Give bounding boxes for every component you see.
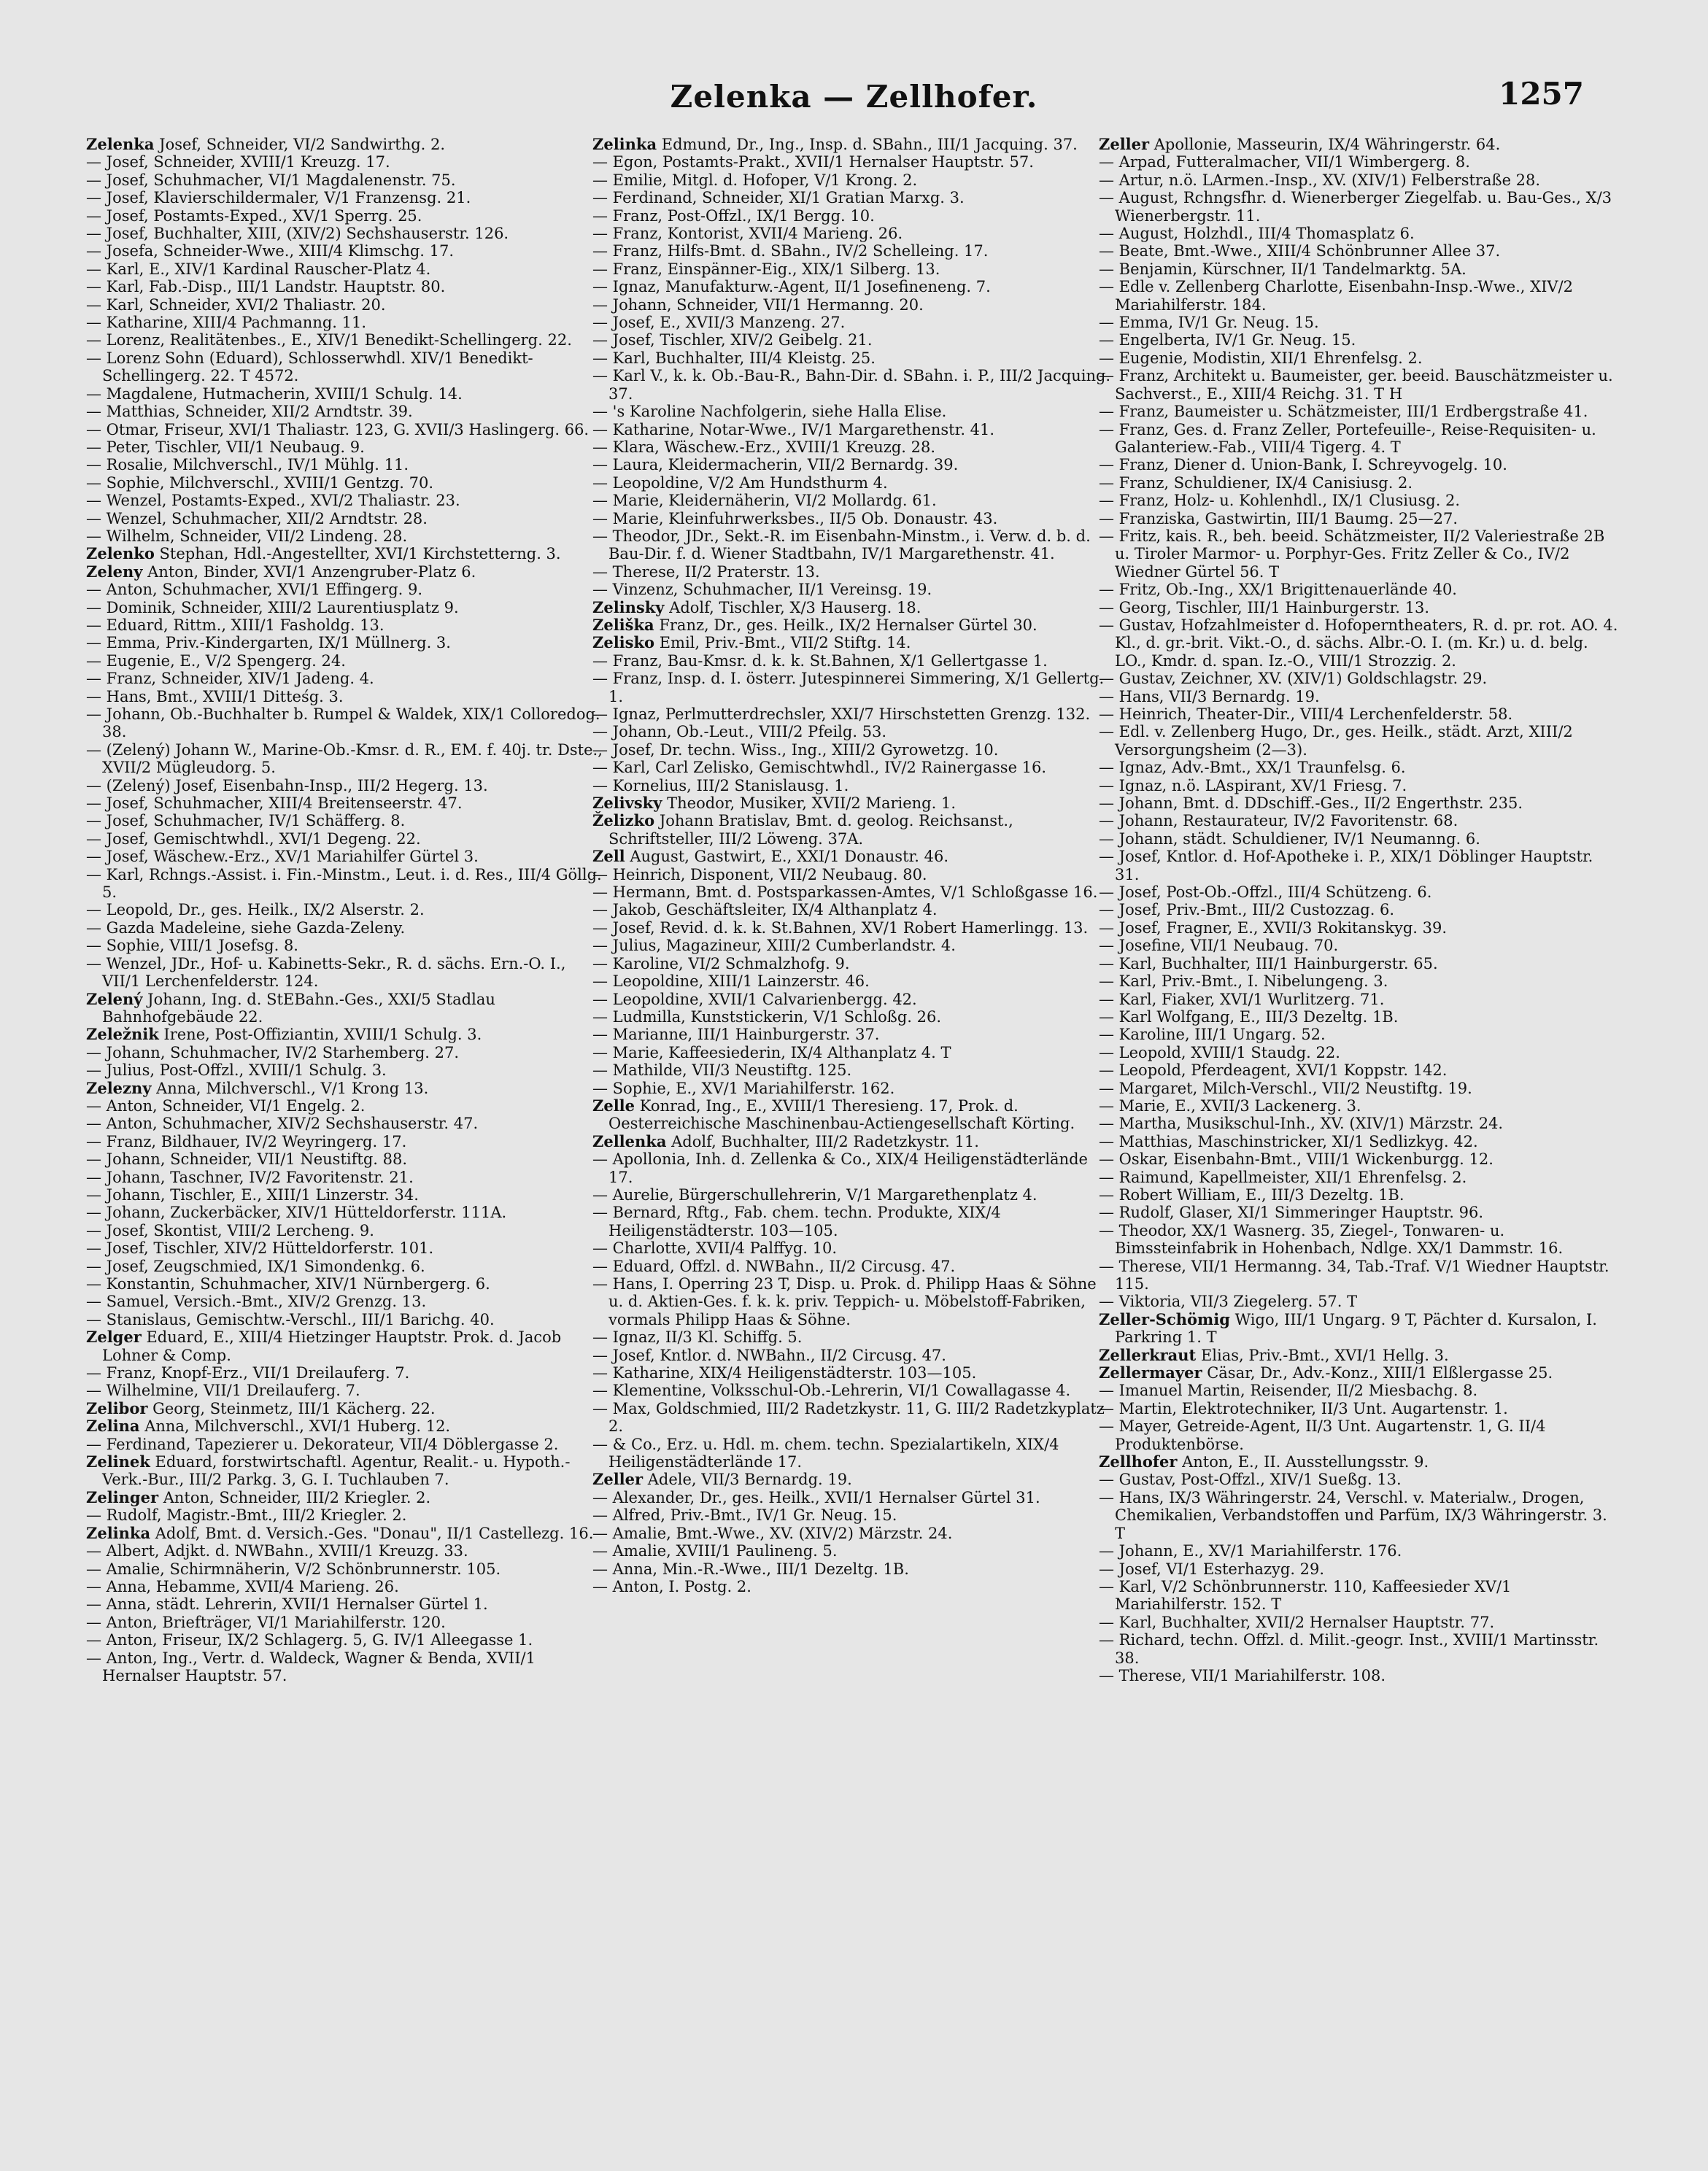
directory-entry: — Ignaz, Perlmutterdrechsler, XXI/7 Hirschstetten Grenzg. 132. (592, 705, 1091, 723)
directory-entry: — Gustav, Hofzahlmeister d. Hofoperntheaters, R. d. pr. rot. AO. 4. Kl., d. gr.-brit. Vikt.-O., d. sächs. Albr.-O. I. (m. Kr.) u. d. belg. LO., Kmdr. d. span. Iz.-O., VIII/1 Strozzig. 2. (1099, 616, 1618, 670)
directory-entry: — Oskar, Eisenbahn-Bmt., VIII/1 Wickenburgg. 12. (1099, 1150, 1493, 1169)
directory-entry: — Ignaz, Adv.-Bmt., XX/1 Traunfelsg. 6. (1099, 759, 1406, 777)
directory-entry: — Sophie, VIII/1 Josefsg. 8. (86, 937, 298, 955)
directory-entry: Zellhofer Anton, E., II. Ausstellungsstr. 9. (1099, 1452, 1429, 1471)
directory-entry: — Mathilde, VII/3 Neustiftg. 125. (592, 1061, 852, 1080)
directory-entry: — Benjamin, Kürschner, II/1 Tandelmarktg. 5A. (1099, 260, 1467, 278)
directory-entry: — Josef, Kntlor. d. NWBahn., II/2 Circusg. 47. (592, 1346, 946, 1364)
directory-entry: Zelina Anna, Milchverschl., XVI/1 Huberg. 12. (86, 1417, 451, 1436)
directory-entry: Zelibor Georg, Steinmetz, III/1 Kächerg. 22. (86, 1398, 436, 1417)
directory-entry: — Johann, Zuckerbäcker, XIV/1 Hütteldorferstr. 111A. (86, 1204, 507, 1222)
directory-entry: — Eugenie, E., V/2 Spengerg. 24. (86, 651, 346, 670)
directory-entry: — Robert William, E., III/3 Dezeltg. 1B. (1099, 1185, 1404, 1204)
directory-entry: — Egon, Postamts-Prakt., XVII/1 Hernalser Hauptstr. 57. (592, 153, 1034, 171)
directory-entry: — Laura, Kleidermacherin, VII/2 Bernardg. 39. (592, 456, 959, 474)
directory-entry: Zellerkraut Elias, Priv.-Bmt., XVI/1 Hellg. 3. (1099, 1345, 1449, 1364)
column-left (86, 136, 606, 1684)
directory-entry: — Therese, VII/1 Mariahilferstr. 108. (1099, 1666, 1386, 1684)
directory-entry: — Richard, techn. Offzl. d. Milit.-geogr. Inst., XVIII/1 Martinsstr. 38. (1099, 1631, 1599, 1667)
directory-entry: — Karoline, VI/2 Schmalzhofg. 9. (592, 954, 850, 972)
directory-entry: Zell August, Gastwirt, E., XXI/1 Donaustr. 46. (592, 847, 948, 866)
directory-entry: — Josef, Post-Ob.-Offzl., III/4 Schützeng. 6. (1099, 883, 1432, 902)
directory-entry: — Josef, Schuhmacher, XIII/4 Breitenseerstr. 47. (86, 794, 463, 813)
directory-entry: — Hans, IX/3 Währingerstr. 24, Verschl. v. Materialw., Drogen, Chemikalien, Verbandstoffen und Parfüm, IX/3 Währingerstr. 3. T (1099, 1488, 1607, 1542)
directory-entry: — Alexander, Dr., ges. Heilk., XVII/1 Hernalser Gürtel 31. (592, 1488, 1040, 1506)
directory-entry: — Josef, Revid. d. k. k. St.Bahnen, XV/1 Robert Hamerlingg. 13. (592, 918, 1089, 937)
directory-entry: — Johann, Tischler, E., XIII/1 Linzerstr. 34. (86, 1185, 419, 1204)
directory-entry: — Josef, VI/1 Esterhazyg. 29. (1099, 1560, 1325, 1578)
directory-entry: — Anton, Briefträger, VI/1 Mariahilferstr. 120. (86, 1613, 446, 1631)
directory-entry: — Rosalie, Milchverschl., IV/1 Mühlg. 11. (86, 456, 409, 474)
directory-entry: — Josef, Buchhalter, XIII, (XIV/2) Sechshauserstr. 126. (86, 225, 509, 243)
directory-entry: — Karoline, III/1 Ungarg. 52. (1099, 1026, 1326, 1044)
directory-entry: — Hans, Bmt., XVIII/1 Ditteśg. 3. (86, 687, 344, 705)
directory-entry: — Heinrich, Theater-Dir., VIII/4 Lerchenfelderstr. 58. (1099, 705, 1513, 723)
directory-entry: — Marie, Kleidernäherin, VI/2 Mollardg. 61. (592, 492, 937, 510)
directory-entry: — Josef, Klavierschildermaler, V/1 Franzensg. 21. (86, 189, 471, 207)
directory-entry: — Franz, Baumeister u. Schätzmeister, III/1 Erdbergstraße 41. (1099, 403, 1588, 421)
directory-entry: — Katharine, XIII/4 Pachmanng. 11. (86, 314, 367, 332)
directory-entry: Zeller-Schömig Wigo, III/1 Ungarg. 9 T, Pächter d. Kursalon, I. Parkring 1. T (1099, 1309, 1597, 1347)
directory-entry: — Anton, Schuhmacher, XIV/2 Sechshauserstr. 47. (86, 1115, 479, 1133)
directory-entry: — Samuel, Versich.-Bmt., XIV/2 Grenzg. 13. (86, 1293, 427, 1311)
directory-entry: — Ignaz, n.ö. LAspirant, XV/1 Friesg. 7. (1099, 776, 1407, 794)
directory-entry: — Karl V., k. k. Ob.-Bau-R., Bahn-Dir. d. SBahn. i. P., III/2 Jacquing. 37. (592, 367, 1111, 403)
directory-entry: — Hermann, Bmt. d. Postsparkassen-Amtes, V/1 Schloßgasse 16. (592, 883, 1098, 902)
directory-entry: — Franz, Kontorist, XVII/4 Marieng. 26. (592, 225, 903, 243)
directory-entry: — Klara, Wäschew.-Erz., XVIII/1 Kreuzg. 28. (592, 438, 936, 456)
directory-entry: — Alfred, Priv.-Bmt., IV/1 Gr. Neug. 15. (592, 1506, 897, 1525)
directory-entry: — Johann, städt. Schuldiener, IV/1 Neumanng. 6. (1099, 829, 1480, 848)
directory-entry: — Johann, Bmt. d. DDschiff.-Ges., II/2 Engerthstr. 235. (1099, 794, 1523, 813)
directory-entry: — Albert, Adjkt. d. NWBahn., XVIII/1 Kreuzg. 33. (86, 1542, 468, 1560)
directory-entry: — Bernard, Rftg., Fab. chem. techn. Produkte, XIX/4 Heiligenstädterstr. 103—105. (592, 1204, 1001, 1239)
directory-entry: — Amalie, Schirmnäherin, V/2 Schönbrunnerstr. 105. (86, 1560, 501, 1578)
directory-entry: — Sophie, E., XV/1 Mariahilferstr. 162. (592, 1079, 895, 1097)
directory-entry: — Emma, Priv.-Kindergarten, IX/1 Müllnerg. 3. (86, 634, 451, 652)
directory-entry: — Artur, n.ö. LArmen.-Insp., XV. (XIV/1) Felberstraße 28. (1099, 171, 1541, 189)
directory-entry: — Kornelius, III/2 Stanislausg. 1. (592, 776, 849, 794)
directory-entry: Zeležnik Irene, Post-Offiziantin, XVIII/1 Schulg. 3. (86, 1025, 482, 1044)
directory-entry: — Josef, Dr. techn. Wiss., Ing., XIII/2 Gyrowetzg. 10. (592, 740, 999, 759)
directory-entry: Zeliška Franz, Dr., ges. Heilk., IX/2 Hernalser Gürtel 30. (592, 615, 1037, 634)
directory-entry: Zelezny Anna, Milchverschl., V/1 Krong 13. (86, 1078, 429, 1097)
directory-entry: — Mayer, Getreide-Agent, II/3 Unt. Augartenstr. 1, G. II/4 Produktenbörse. (1099, 1417, 1546, 1453)
directory-entry: — Gazda Madeleine, siehe Gazda-Zeleny. (86, 918, 406, 937)
directory-entry: — Theodor, XX/1 Wasnerg. 35, Ziegel-, Tonwaren- u. Bimssteinfabrik in Hohenbach, Ndlge. XX/1 Dammstr. 16. (1099, 1221, 1564, 1258)
column-right (1099, 136, 1618, 1684)
directory-entry: — Amalie, XVIII/1 Paulineng. 5. (592, 1542, 838, 1560)
directory-entry: — Wilhelmine, VII/1 Dreilauferg. 7. (86, 1382, 360, 1400)
directory-entry: — Karl, Buchhalter, XVII/2 Hernalser Hauptstr. 77. (1099, 1613, 1495, 1631)
directory-entry: — Hans, VII/3 Bernardg. 19. (1099, 687, 1320, 705)
directory-entry: — Emilie, Mitgl. d. Hofoper, V/1 Krong. 2. (592, 171, 918, 189)
directory-entry: — Eduard, Rittm., XIII/1 Fasholdg. 13. (86, 616, 385, 634)
directory-entry: — Max, Goldschmied, III/2 Radetzkystr. 11, G. III/2 Radetzkyplatz 2. (592, 1399, 1105, 1436)
directory-entry: — Johann, Ob.-Buchhalter b. Rumpel & Waldek, XIX/1 Colloredog. 38. (86, 705, 600, 741)
directory-entry: — Franz, Holz- u. Kohlenhdl., IX/1 Clusiusg. 2. (1099, 492, 1461, 510)
directory-entry: — Amalie, Bmt.-Wwe., XV. (XIV/2) Märzstr. 24. (592, 1524, 953, 1542)
directory-entry: — Marie, E., XVII/3 Lackenerg. 3. (1099, 1096, 1361, 1115)
directory-entry: — Leopoldine, XIII/1 Lainzerstr. 46. (592, 972, 870, 991)
directory-entry: Zelivsky Theodor, Musiker, XVII/2 Marieng. 1. (592, 794, 957, 813)
directory-entry: — Josef, Tischler, XIV/2 Geibelg. 21. (592, 331, 873, 349)
directory-entry: — Arpad, Futteralmacher, VII/1 Wimbergerg. 8. (1099, 153, 1470, 171)
directory-entry: — Franz, Insp. d. I. österr. Jutespinnerei Simmering, X/1 Gellertg. 1. (592, 670, 1105, 705)
directory-entry: — Therese, VII/1 Hermanng. 34, Tab.-Traf. V/1 Wiedner Hauptstr. 115. (1099, 1257, 1610, 1293)
directory-entry: — Katharine, Notar-Wwe., IV/1 Margarethenstr. 41. (592, 420, 995, 438)
directory-entry: — (Zelený) Josef, Eisenbahn-Insp., III/2 Hegerg. 13. (86, 776, 488, 794)
directory-entry: — Imanuel Martin, Reisender, II/2 Miesbachg. 8. (1099, 1382, 1478, 1400)
directory-entry: — Franz, Hilfs-Bmt. d. SBahn., IV/2 Schelleing. 17. (592, 242, 989, 260)
directory-entry: — Martha, Musikschul-Inh., XV. (XIV/1) Märzstr. 24. (1099, 1115, 1504, 1133)
directory-entry: — Raimund, Kapellmeister, XII/1 Ehrenfelsg. 2. (1099, 1168, 1467, 1186)
directory-entry: — Franz, Einspänner-Eig., XIX/1 Silberg. 13. (592, 260, 940, 278)
directory-entry: — Johann, Ob.-Leut., VIII/2 Pfeilg. 53. (592, 723, 887, 741)
directory-entry: — Aurelie, Bürgerschullehrerin, V/1 Margarethenplatz 4. (592, 1185, 1037, 1204)
directory-entry: Zelinsky Adolf, Tischler, X/3 Hauserg. 18. (592, 597, 921, 616)
directory-entry: — Konstantin, Schuhmacher, XIV/1 Nürnbergerg. 6. (86, 1275, 490, 1293)
directory-entry: — Otmar, Friseur, XVI/1 Thaliastr. 123, G. XVII/3 Haslingerg. 66. (86, 420, 590, 438)
directory-entry: — Karl Wolfgang, E., III/3 Dezeltg. 1B. (1099, 1007, 1399, 1026)
directory-entry: — Klementine, Volksschul-Ob.-Lehrerin, VI/1 Cowallagasse 4. (592, 1382, 1071, 1400)
directory-entry: — Lorenz, Realitätenbes., E., XIV/1 Benedikt-Schellingerg. 22. (86, 331, 572, 349)
directory-entry: — Leopold, Pferdeagent, XVI/1 Koppstr. 142. (1099, 1061, 1448, 1080)
directory-entry: — Marie, Kaffeesiederin, IX/4 Althanplatz 4. T (592, 1043, 951, 1061)
directory-entry: — Anna, Hebamme, XVII/4 Marieng. 26. (86, 1577, 399, 1595)
directory-entry: — Leopold, Dr., ges. Heilk., IX/2 Alserstr. 2. (86, 901, 425, 919)
directory-entry: Zellermayer Cäsar, Dr., Adv.-Konz., XIII/1 Elßlergasse 25. (1099, 1363, 1553, 1382)
directory-entry: — Johann, Taschner, IV/2 Favoritenstr. 21. (86, 1168, 414, 1186)
directory-entry: — Charlotte, XVII/4 Palffyg. 10. (592, 1239, 838, 1258)
directory-entry: — 's Karoline Nachfolgerin, siehe Halla Elise. (592, 403, 947, 421)
directory-entry: Zeller Adele, VII/3 Bernardg. 19. (592, 1470, 852, 1489)
page-number: 1257 (1499, 76, 1584, 112)
directory-entry: Zeller Apollonie, Masseurin, IX/4 Währingerstr. 64. (1099, 135, 1501, 153)
directory-entry: — Engelberta, IV/1 Gr. Neug. 15. (1099, 331, 1356, 349)
directory-entry: — Anton, Friseur, IX/2 Schlagerg. 5, G. IV/1 Alleegasse 1. (86, 1631, 533, 1649)
directory-entry: Zeleny Anton, Binder, XVI/1 Anzengruber-Platz 6. (86, 562, 476, 581)
directory-entry: — Wenzel, JDr., Hof- u. Kabinetts-Sekr., R. d. sächs. Ern.-O. I., VII/1 Lerchenfelderstr. 124. (86, 954, 566, 991)
directory-entry: — Magdalene, Hutmacherin, XVIII/1 Schulg. 14. (86, 384, 463, 403)
directory-entry: — Josef, Gemischtwhdl., XVI/1 Degeng. 22. (86, 829, 421, 848)
directory-entry: — Martin, Elektrotechniker, II/3 Unt. Augartenstr. 1. (1099, 1399, 1508, 1417)
directory-entry: — Anton, Schuhmacher, XVI/1 Effingerg. 9. (86, 581, 423, 599)
directory-entry: — Apollonia, Inh. d. Zellenka & Co., XIX/4 Heiligenstädterlände 17. (592, 1150, 1088, 1186)
directory-entry: — Marie, Kleinfuhrwerksbes., II/5 Ob. Donaustr. 43. (592, 509, 998, 527)
directory-entry: Zelený Johann, Ing. d. StEBahn.-Ges., XXI/5 Stadlau Bahnhofgebäude 22. (86, 989, 495, 1026)
directory-entry: — Wenzel, Postamts-Exped., XVI/2 Thaliastr. 23. (86, 492, 460, 510)
directory-entry: — Josef, Postamts-Exped., XV/1 Sperrg. 25. (86, 206, 422, 225)
directory-entry: — Edle v. Zellenberg Charlotte, Eisenbahn-Insp.-Wwe., XIV/2 Mariahilferstr. 184. (1099, 278, 1573, 314)
directory-entry: Zelinek Eduard, forstwirtschaftl. Agentur, Realit.- u. Hypoth.-Verk.-Bur., III/2 Parkg. 3, G. I. Tuchlauben 7. (86, 1452, 571, 1489)
directory-entry: — Karl, Carl Zelisko, Gemischtwhdl., IV/2 Rainergasse 16. (592, 759, 1047, 777)
directory-entry: — Emma, IV/1 Gr. Neug. 15. (1099, 314, 1319, 332)
directory-entry: — Franz, Architekt u. Baumeister, ger. beeid. Bauschätzmeister u. Sachverst., E., XIII/4 Reichg. 31. T H (1099, 367, 1613, 403)
directory-entry: — Ferdinand, Schneider, XI/1 Gratian Marxg. 3. (592, 189, 965, 207)
directory-entry: — Ferdinand, Tapezierer u. Dekorateur, VII/4 Döblergasse 2. (86, 1435, 559, 1453)
directory-entry: — Karl, Priv.-Bmt., I. Nibelungeng. 3. (1099, 972, 1388, 991)
directory-entry: — Josefine, VII/1 Neubaug. 70. (1099, 937, 1339, 955)
directory-entry: — Franz, Ges. d. Franz Zeller, Portefeuille-, Reise-Requisiten- u. Galanteriew.-Fab., VIII/4 Tigerg. 4. T (1099, 420, 1596, 456)
directory-entry: — Josef, Skontist, VIII/2 Lercheng. 9. (86, 1221, 374, 1239)
running-head: Zelenka — Zellhofer. (670, 79, 1038, 115)
directory-entry: — Leopold, XVIII/1 Staudg. 22. (1099, 1043, 1340, 1061)
directory-entry: — Johann, Schuhmacher, IV/2 Starhemberg. 27. (86, 1043, 460, 1061)
directory-entry: — Karl, V/2 Schönbrunnerstr. 110, Kaffeesieder XV/1 Mariahilferstr. 152. T (1099, 1577, 1512, 1614)
directory-entry: — Josef, Kntlor. d. Hof-Apotheke i. P., XIX/1 Döblinger Hauptstr. 31. (1099, 848, 1593, 883)
directory-entry: — Josef, Fragner, E., XVII/3 Rokitanskyg. 39. (1099, 918, 1448, 937)
directory-entry: — Karl, Buchhalter, III/4 Kleistg. 25. (592, 349, 876, 367)
directory-entry: — Fritz, kais. R., beh. beeid. Schätzmeister, II/2 Valeriestraße 2B u. Tiroler Marmor- u. Porphyr-Ges. Fritz Zeller & Co., IV/2 Wiedner Gürtel 56. T (1099, 527, 1605, 581)
directory-entry: Želizko Johann Bratislav, Bmt. d. geolog. Reichsanst., Schriftsteller, III/2 Löweng. 37A. (592, 811, 1013, 848)
directory-entry: — Leopoldine, V/2 Am Hundsthurm 4. (592, 473, 888, 492)
directory-entry: — Josef, Tischler, XIV/2 Hütteldorferstr. 101. (86, 1239, 434, 1258)
directory-entry: — Franz, Bildhauer, IV/2 Weyringerg. 17. (86, 1132, 407, 1150)
directory-entry: Zelisko Emil, Priv.-Bmt., VII/2 Stiftg. 14. (592, 633, 911, 652)
page-header (0, 76, 1708, 123)
directory-entry: — Ignaz, Manufakturw.-Agent, II/1 Josefineneng. 7. (592, 278, 991, 296)
directory-entry: — Rudolf, Magistr.-Bmt., III/2 Kriegler. 2. (86, 1506, 407, 1525)
directory-entry: — Rudolf, Glaser, XI/1 Simmeringer Hauptstr. 96. (1099, 1204, 1483, 1222)
directory-entry: — Sophie, Milchverschl., XVIII/1 Gentzg. 70. (86, 473, 434, 492)
directory-entry: Zelinka Adolf, Bmt. d. Versich.-Ges. "Donau", II/1 Castellezg. 16. (86, 1523, 594, 1542)
directory-entry: — Peter, Tischler, VII/1 Neubaug. 9. (86, 438, 365, 456)
directory-entry: — Wilhelm, Schneider, VII/2 Lindeng. 28. (86, 527, 408, 545)
directory-entry: — Julius, Post-Offzl., XVIII/1 Schulg. 3. (86, 1061, 387, 1080)
directory-entry: — Matthias, Maschinstricker, XI/1 Sedlizkyg. 42. (1099, 1132, 1478, 1150)
directory-entry: — Matthias, Schneider, XII/2 Arndtstr. 39. (86, 403, 413, 421)
directory-entry: — Josef, Schneider, XVIII/1 Kreuzg. 17. (86, 153, 390, 171)
directory-entry: — Josef, Zeugschmied, IX/1 Simondenkg. 6. (86, 1257, 425, 1275)
directory-entry: — Anna, städt. Lehrerin, XVII/1 Hernalser Gürtel 1. (86, 1595, 488, 1614)
directory-entry: — Lorenz Sohn (Eduard), Schlosserwhdl. XIV/1 Benedikt-Schellingerg. 22. T 4572. (86, 349, 533, 385)
directory-entry: — (Zelený) Johann W., Marine-Ob.-Kmsr. d. R., EM. f. 40j. tr. Dste., XVII/2 Mügleudorg. 5. (86, 740, 603, 777)
directory-entry: — Johann, E., XV/1 Mariahilferstr. 176. (1099, 1542, 1402, 1560)
directory-entry: — Johann, Schneider, VII/1 Hermanng. 20. (592, 295, 924, 314)
directory-entry: — Josefa, Schneider-Wwe., XIII/4 Klimschg. 17. (86, 242, 455, 260)
directory-entry: — Leopoldine, XVII/1 Calvarienbergg. 42. (592, 990, 917, 1008)
directory-entry: Zelinka Edmund, Dr., Ing., Insp. d. SBahn., III/1 Jacquing. 37. (592, 135, 1078, 153)
directory-entry: — Josef, Priv.-Bmt., III/2 Custozzag. 6. (1099, 901, 1395, 919)
directory-entry: — Julius, Magazineur, XIII/2 Cumberlandstr. 4. (592, 937, 956, 955)
directory-entry: — Anton, I. Postg. 2. (592, 1577, 751, 1595)
directory-entry: — Johann, Schneider, VII/1 Neustiftg. 88. (86, 1150, 408, 1169)
directory-entry: — Hans, I. Operring 23 T, Disp. u. Prok. d. Philipp Haas & Söhne u. d. Aktien-Ges. f. k. k. priv. Teppich- u. Möbelstoff-Fabriken, vormals Philipp Haas & Söhne. (592, 1275, 1097, 1328)
directory-entry: — Dominik, Schneider, XIII/2 Laurentiusplatz 9. (86, 598, 459, 616)
directory-entry: — Georg, Tischler, III/1 Hainburgerstr. 13. (1099, 598, 1430, 616)
directory-entry: — Franz, Schneider, XIV/1 Jadeng. 4. (86, 670, 374, 688)
directory-entry: — Karl, Buchhalter, III/1 Hainburgerstr. 65. (1099, 954, 1438, 972)
directory-entry: — Josef, E., XVII/3 Manzeng. 27. (592, 314, 846, 332)
directory-entry: — Marianne, III/1 Hainburgerstr. 37. (592, 1026, 880, 1044)
directory-entry: — Ludmilla, Kunststickerin, V/1 Schloßg. 26. (592, 1007, 942, 1026)
directory-entry: — Edl. v. Zellenberg Hugo, Dr., ges. Heilk., städt. Arzt, XIII/2 Versorgungsheim (2—3). (1099, 723, 1573, 759)
directory-entry: Zelle Konrad, Ing., E., XVIII/1 Theresieng. 17, Prok. d. Oesterreichische Maschinenbau-Actiengesellschaft Körting. (592, 1096, 1075, 1133)
directory-entry: — Gustav, Zeichner, XV. (XIV/1) Goldschlagstr. 29. (1099, 670, 1488, 688)
directory-entry: — Karl, Fiaker, XVI/1 Wurlitzerg. 71. (1099, 990, 1385, 1008)
directory-entry: — Margaret, Milch-Verschl., VII/2 Neustiftg. 19. (1099, 1079, 1472, 1097)
directory-entry: — Katharine, XIX/4 Heiligenstädterstr. 103—105. (592, 1364, 977, 1382)
directory-entry: — Karl, E., XIV/1 Kardinal Rauscher-Platz 4. (86, 260, 431, 278)
directory-entry: — Josef, Wäschew.-Erz., XV/1 Mariahilfer Gürtel 3. (86, 848, 479, 866)
directory-entry: — Franz, Diener d. Union-Bank, I. Schreyvogelg. 10. (1099, 456, 1507, 474)
directory-entry: — Theodor, JDr., Sekt.-R. im Eisenbahn-Minstm., i. Verw. d. b. d. Bau-Dir. f. d. Wiener Stadtbahn, IV/1 Margarethenstr. 41. (592, 527, 1091, 563)
directory-entry: — & Co., Erz. u. Hdl. m. chem. techn. Spezialartikeln, XIX/4 Heiligenstädterlände 17. (592, 1435, 1059, 1471)
directory-entry: — Jakob, Geschäftsleiter, IX/4 Althanplatz 4. (592, 901, 938, 919)
directory-entry: — Wenzel, Schuhmacher, XII/2 Arndtstr. 28. (86, 509, 428, 527)
directory-entry: — Karl, Schneider, XVI/2 Thaliastr. 20. (86, 295, 386, 314)
directory-entry: — Beate, Bmt.-Wwe., XIII/4 Schönbrunner Allee 37. (1099, 242, 1501, 260)
directory-entry: — Franz, Schuldiener, IX/4 Canisiusg. 2. (1099, 473, 1413, 492)
directory-entry: — Therese, II/2 Praterstr. 13. (592, 562, 820, 581)
directory-entry: — Eduard, Offzl. d. NWBahn., II/2 Circusg. 47. (592, 1257, 956, 1275)
directory-entry: — Franziska, Gastwirtin, III/1 Baumg. 25—27. (1099, 509, 1458, 527)
directory-entry: — Anna, Min.-R.-Wwe., III/1 Dezeltg. 1B. (592, 1560, 909, 1578)
directory-entry: Zellenka Adolf, Buchhalter, III/2 Radetzkystr. 11. (592, 1131, 979, 1150)
directory-entry: — Anton, Schneider, VI/1 Engelg. 2. (86, 1096, 366, 1115)
column-middle (592, 136, 1112, 1595)
directory-entry: — Franz, Post-Offzl., IX/1 Bergg. 10. (592, 206, 875, 225)
directory-entry: — Gustav, Post-Offzl., XIV/1 Sueßg. 13. (1099, 1471, 1402, 1489)
directory-entry: — Josef, Schuhmacher, VI/1 Magdalenenstr. 75. (86, 171, 456, 189)
directory-entry: — Heinrich, Disponent, VII/2 Neubaug. 80. (592, 865, 927, 883)
directory-entry: — Stanislaus, Gemischtw.-Verschl., III/1 Barichg. 40. (86, 1310, 495, 1328)
directory-entry: — Vinzenz, Schuhmacher, II/1 Vereinsg. 19. (592, 581, 932, 599)
directory-entry: Zelenko Stephan, Hdl.-Angestellter, XVI/1 Kirchstetterng. 3. (86, 544, 561, 563)
directory-entry: — Johann, Restaurateur, IV/2 Favoritenstr. 68. (1099, 812, 1458, 830)
directory-entry: Zelger Eduard, E., XIII/4 Hietzinger Hauptstr. Prok. d. Jacob Lohner & Comp. (86, 1328, 562, 1364)
directory-entry: — Karl, Rchngs.-Assist. i. Fin.-Minstm., Leut. i. d. Res., III/4 Göllg. 5. (86, 865, 602, 902)
directory-entry: — Viktoria, VII/3 Ziegelerg. 57. T (1099, 1293, 1358, 1311)
directory-entry: — Ignaz, II/3 Kl. Schiffg. 5. (592, 1328, 803, 1347)
directory-entry: — Fritz, Ob.-Ing., XX/1 Brigittenauerlände 40. (1099, 581, 1457, 599)
directory-entry: Zelenka Josef, Schneider, VI/2 Sandwirthg. 2. (86, 135, 446, 153)
directory-entry: — Eugenie, Modistin, XII/1 Ehrenfelsg. 2. (1099, 349, 1423, 367)
directory-entry: — Anton, Ing., Vertr. d. Waldeck, Wagner & Benda, XVII/1 Hernalser Hauptstr. 57. (86, 1649, 536, 1684)
directory-entry: — Josef, Schuhmacher, IV/1 Schäfferg. 8. (86, 812, 406, 830)
directory-entry: — Franz, Bau-Kmsr. d. k. k. St.Bahnen, X/1 Gellertgasse 1. (592, 651, 1048, 670)
directory-entry: — August, Rchngsfhr. d. Wienerberger Ziegelfab. u. Bau-Ges., X/3 Wienerbergstr. 11. (1099, 189, 1612, 225)
directory-entry: — Karl, Fab.-Disp., III/1 Landstr. Hauptstr. 80. (86, 278, 446, 296)
directory-entry: — August, Holzhdl., III/4 Thomasplatz 6. (1099, 225, 1415, 243)
directory-entry: Zelinger Anton, Schneider, III/2 Kriegler. 2. (86, 1487, 431, 1506)
directory-entry: — Franz, Knopf-Erz., VII/1 Dreilauferg. 7. (86, 1364, 410, 1382)
